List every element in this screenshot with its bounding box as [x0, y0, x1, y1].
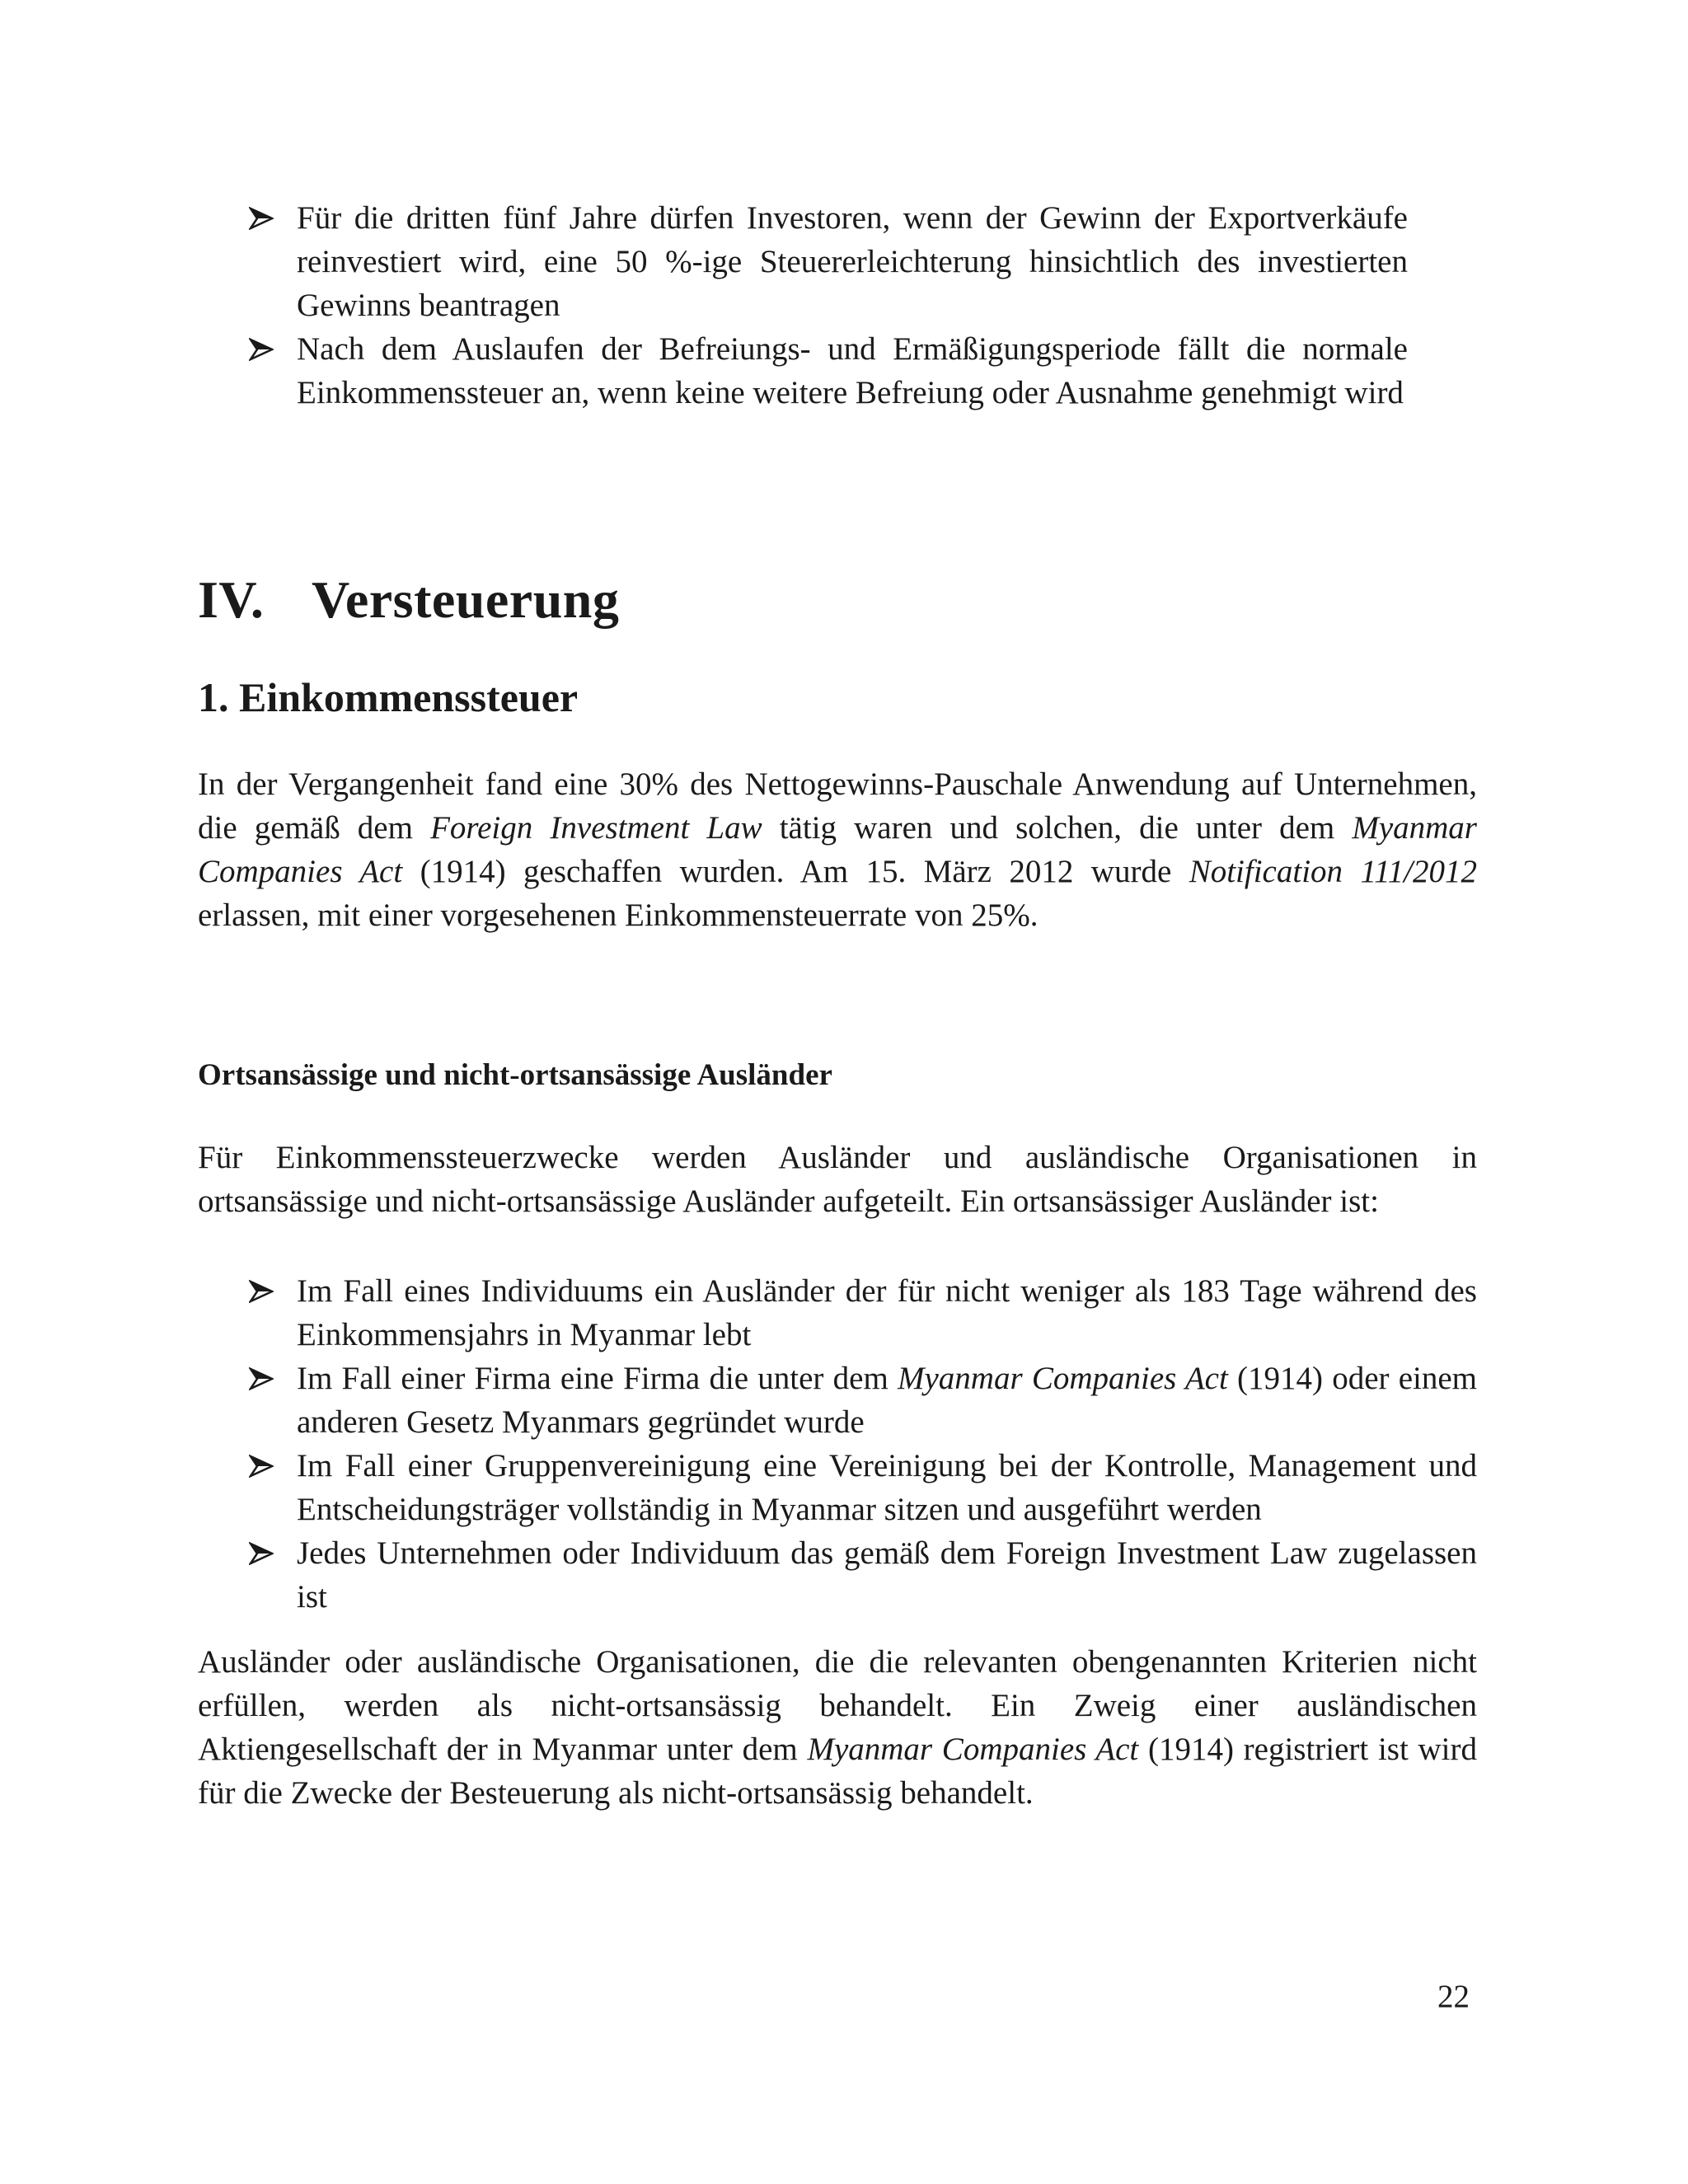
arrow-bullet-icon — [249, 1367, 274, 1390]
residency-subheading: Ortsansässige und nicht-ortsansässige Ausländer — [198, 1058, 832, 1092]
text-run: Im Fall einer Firma eine Firma die unter dem — [297, 1361, 898, 1396]
arrow-bullet-icon — [249, 1542, 274, 1565]
law-name: Myanmar Companies Act — [897, 1361, 1228, 1396]
resident-criteria-list — [245, 1269, 1477, 1619]
list-item — [245, 1357, 1477, 1444]
text-run: erlassen, mit einer vorgesehenen Einkommensteuerrate von 25%. — [198, 898, 1039, 933]
text-run: In der Vergangenheit fand eine 30% des Nettogewinns-Pauschale Anwendung auf Unternehmen, die gemäß dem — [198, 766, 1477, 846]
list-item — [245, 1444, 1477, 1531]
paragraph-income-tax — [198, 762, 1477, 937]
section-heading — [198, 567, 619, 633]
arrow-bullet-icon — [249, 338, 274, 361]
bullet-text: Im Fall einer Gruppenvereinigung eine Vereinigung bei der Kontrolle, Management und Entscheidungsträger vollständig in Myanmar sitzen und ausgeführt werden — [297, 1448, 1477, 1527]
bullet-text: Im Fall eines Individuums ein Ausländer der für nicht weniger als 183 Tage während des Einkommensjahrs in Myanmar lebt — [297, 1273, 1477, 1352]
bullet-text: Für die dritten fünf Jahre dürfen Investoren, wenn der Gewinn der Exportverkäufe reinvestiert wird, eine 50 %-ige Steuererleichterung hinsichtlich des investierten Gewinns beantragen — [297, 200, 1408, 323]
text-run: Ausländer oder ausländische Organisationen, die die relevanten obengenannten Kriterien nicht erfüllen, werden als nicht-ortsansässig behandelt. Ein Zweig einer ausländischen Aktiengesellschaft der in Myanmar unter dem — [198, 1644, 1477, 1767]
list-item — [245, 1269, 1477, 1357]
paragraph-non-resident — [198, 1640, 1477, 1815]
bullet-text — [297, 1361, 1477, 1440]
subsection-heading: 1. Einkommenssteuer — [198, 674, 579, 720]
list-item — [245, 196, 1476, 327]
notification-name: Notification 111/2012 — [1189, 854, 1478, 889]
paragraph-residency-intro: Für Einkommenssteuerzwecke werden Ausländer und ausländische Organisationen in ortsansässige und nicht-ortsansässige Ausländer aufgeteilt. Ein ortsansässiger Ausländer ist: — [198, 1140, 1477, 1219]
list-item — [245, 1531, 1477, 1619]
list-item — [245, 327, 1476, 415]
bullet-text: Nach dem Auslaufen der Befreiungs- und Ermäßigungsperiode fällt die normale Einkommenssteuer an, wenn keine weitere Befreiung oder Ausnahme genehmigt wird — [297, 331, 1408, 410]
text-run: (1914) geschaffen wurden. Am 15. März 2012 wurde — [402, 854, 1189, 889]
arrow-bullet-icon — [249, 1280, 274, 1303]
page-number: 22 — [1437, 1979, 1470, 2014]
law-name: Myanmar Companies Act — [198, 810, 1477, 889]
text-run: (1914) registriert ist wird für die Zwecke der Besteuerung als nicht-ortsansässig behandelt. — [198, 1732, 1477, 1811]
section-title: Versteuerung — [312, 570, 620, 629]
bullet-text: Jedes Unternehmen oder Individuum das gemäß dem Foreign Investment Law zugelassen ist — [297, 1535, 1477, 1615]
text-run: (1914) oder einem anderen Gesetz Myanmars gegründet wurde — [297, 1361, 1477, 1440]
law-name: Myanmar Companies Act — [807, 1732, 1139, 1767]
arrow-bullet-icon — [249, 1455, 274, 1478]
text-run: tätig waren und solchen, die unter dem — [762, 810, 1353, 846]
section-number: IV. — [198, 570, 265, 629]
law-name: Foreign Investment Law — [430, 810, 762, 846]
arrow-bullet-icon — [249, 207, 274, 230]
top-bullet-list — [245, 196, 1476, 415]
